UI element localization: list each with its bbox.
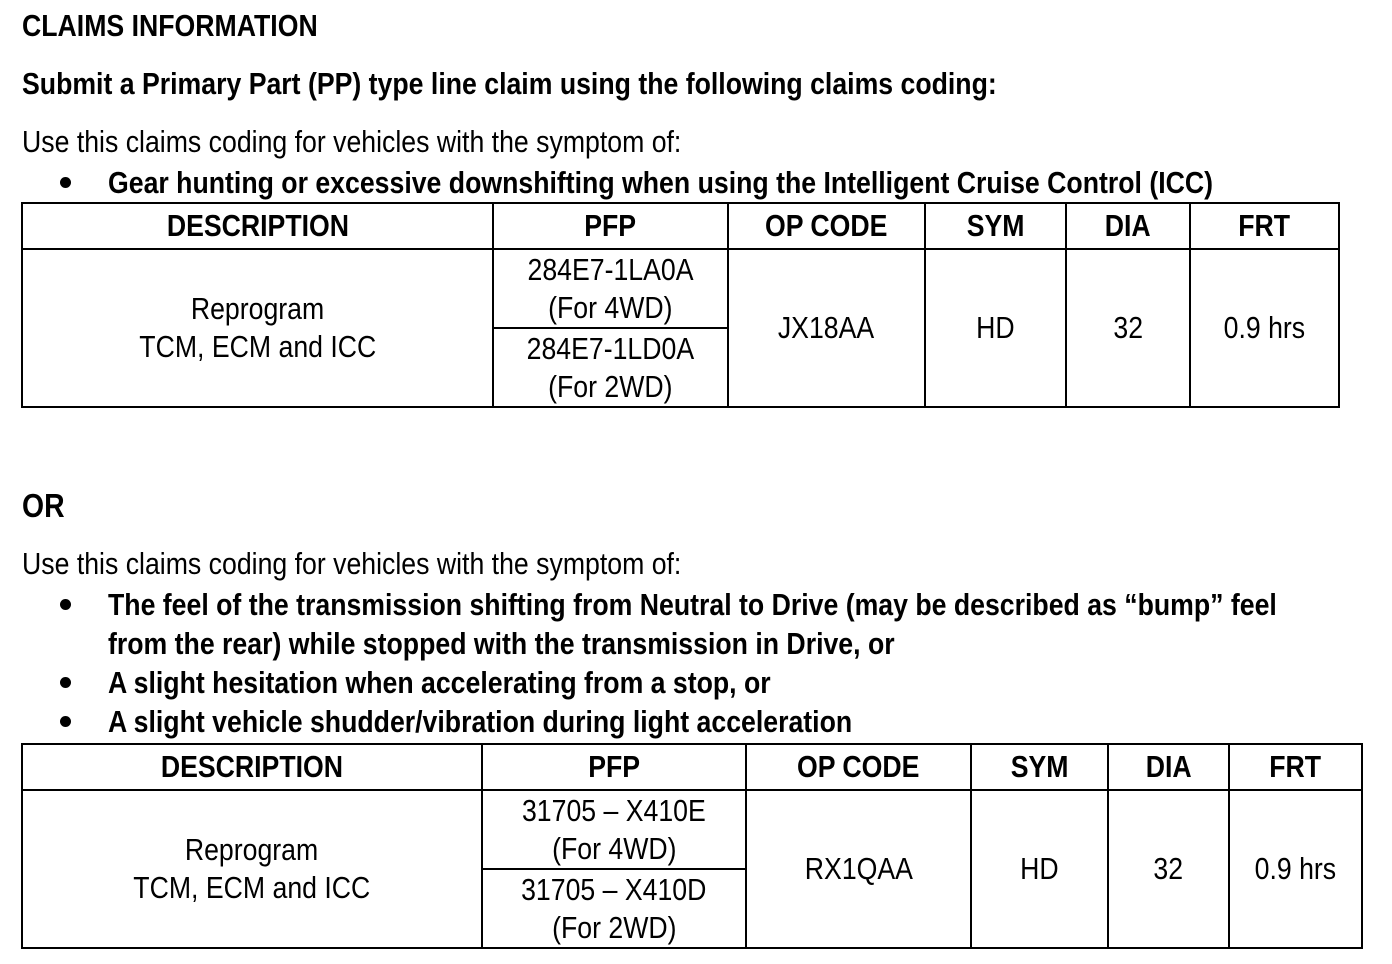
pfp-cell-2wd: 284E7-1LD0A (For 2WD) (493, 328, 728, 407)
claims-table-1 (21, 202, 1340, 408)
table-header-row (22, 203, 1339, 249)
table-row (22, 249, 1339, 328)
bullet-icon (60, 716, 71, 727)
symptom-intro-1: Use this claims coding for vehicles with the symptom of: (22, 124, 682, 159)
symptom-item: Gear hunting or excessive downshifting when using the Intelligent Cruise Control (ICC) (0, 163, 1392, 202)
symptom-item: A slight hesitation when accelerating from a stop, or (0, 663, 1392, 702)
header-pfp: PFP (493, 203, 728, 249)
symptom-item: A slight vehicle shudder/vibration during light acceleration (0, 702, 1392, 741)
sym-cell: HD (925, 249, 1066, 407)
pfp-cell-4wd: 31705 – X410E (For 4WD) (482, 790, 746, 869)
or-separator: OR (22, 487, 65, 524)
description-cell: Reprogram TCM, ECM and ICC (22, 790, 482, 948)
symptom-intro-2: Use this claims coding for vehicles with the symptom of: (22, 546, 682, 581)
frt-cell: 0.9 hrs (1229, 790, 1362, 948)
header-frt: FRT (1190, 203, 1339, 249)
op-code-cell: RX1QAA (746, 790, 971, 948)
symptom-item: The feel of the transmission shifting from Neutral to Drive (may be described as “bump” feel from the rear) while stopped with the transmission in Drive, or (0, 585, 1392, 663)
header-sym: SYM (925, 203, 1066, 249)
header-dia: DIA (1108, 744, 1229, 790)
table-header-row (22, 744, 1362, 790)
bullet-icon (60, 599, 71, 610)
header-dia: DIA (1066, 203, 1190, 249)
bullet-icon (60, 677, 71, 688)
op-code-cell: JX18AA (728, 249, 925, 407)
symptom-list-2 (0, 585, 1392, 741)
symptom-list-1 (0, 163, 1392, 202)
bullet-icon (60, 177, 71, 188)
header-description: DESCRIPTION (22, 744, 482, 790)
frt-cell: 0.9 hrs (1190, 249, 1339, 407)
header-description: DESCRIPTION (22, 203, 493, 249)
header-sym: SYM (971, 744, 1108, 790)
claims-table-2 (21, 743, 1363, 949)
description-cell: Reprogram TCM, ECM and ICC (22, 249, 493, 407)
pfp-cell-4wd: 284E7-1LA0A (For 4WD) (493, 249, 728, 328)
table-row (22, 790, 1362, 869)
dia-cell: 32 (1066, 249, 1190, 407)
header-frt: FRT (1229, 744, 1362, 790)
header-pfp: PFP (482, 744, 746, 790)
sym-cell: HD (971, 790, 1108, 948)
page-title: CLAIMS INFORMATION (22, 8, 318, 43)
pfp-cell-2wd: 31705 – X410D (For 2WD) (482, 869, 746, 948)
dia-cell: 32 (1108, 790, 1229, 948)
header-op-code: OP CODE (728, 203, 925, 249)
instructions-heading: Submit a Primary Part (PP) type line claim using the following claims coding: (22, 66, 997, 101)
header-op-code: OP CODE (746, 744, 971, 790)
